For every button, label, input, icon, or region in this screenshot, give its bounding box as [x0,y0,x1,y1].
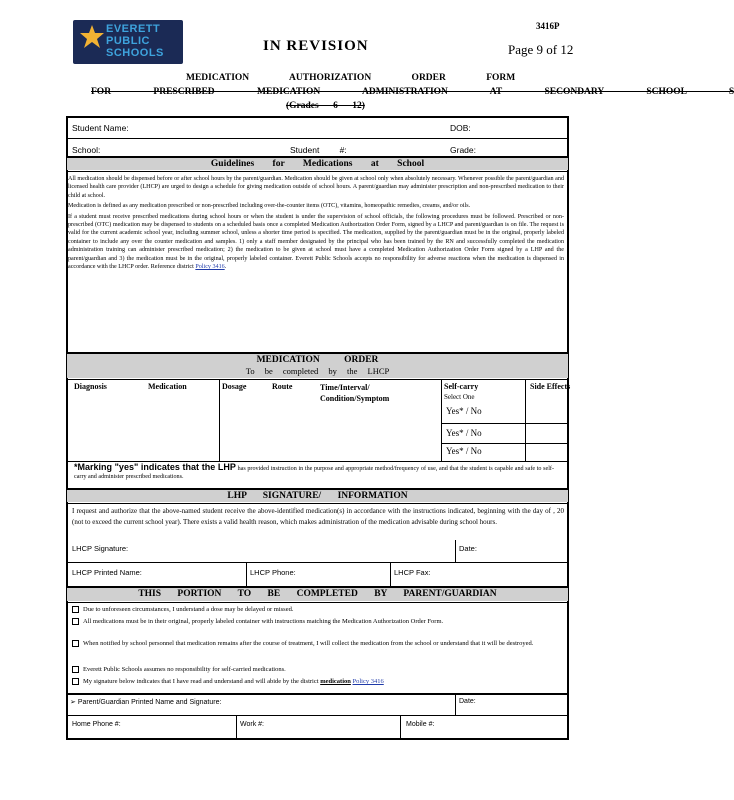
mobile-phone-label[interactable]: Mobile #: [406,721,435,728]
divider [66,379,569,380]
page-number: Page 9 of 12 [508,42,574,57]
time-header: Time/Interval/ Condition/Symptom [320,383,390,403]
column-divider [455,540,456,562]
dob-label: DOB: [450,123,471,133]
self-carry-header: Self-carry [444,382,479,391]
logo-line: PUBLIC [106,35,150,47]
parent-item [72,666,564,675]
select-one-label: Select One [444,393,475,401]
column-divider [219,379,220,461]
side-effects-header: Side Effects [530,382,571,391]
lhp-date-label[interactable]: Date: [459,544,477,553]
parent-signature-row [70,698,221,706]
parent-item-text: Due to unforeseen circumstances, I understand a dose may be delayed or missed. [83,606,294,613]
self-carry-note-bold: *Marking "yes" indicates that the LHP [74,462,236,472]
divider [66,503,569,504]
row-divider [441,423,569,424]
checkbox[interactable] [72,618,79,625]
parent-policy-link[interactable]: Policy 3416 [352,678,384,685]
medication-order-title: MEDICATION ORDER [256,355,379,365]
guidelines-p2: Medication is defined as any medication prescribed or non-prescribed including over-the-counter items (OTC), vitamins, homeopathic remedies, creams, and/or oils. [68,203,471,210]
star-icon [79,24,105,50]
logo-line: EVERETT [106,23,161,35]
parent-item-text: All medications must be in their original, properly labeled container with instructions matching the Medication Authorization Order Form. [83,618,444,625]
divider [66,602,569,603]
guidelines-header: Guidelines for Medications at School [67,158,568,170]
self-carry-note-text: has provided instruction in the purpose and appropriate method/frequency of use, and that the student is capable and safe to self-carry and administer prescribed medications. [74,466,554,481]
checkbox[interactable] [72,666,79,673]
arrow-right-icon: ➢ [70,699,76,706]
checkbox[interactable] [72,640,79,647]
parent-item [72,606,564,615]
column-divider [246,562,247,586]
medication-header: Medication [148,382,187,391]
everett-public-schools-logo [73,20,183,64]
route-header: Route [272,382,293,391]
column-divider [390,562,391,586]
column-divider [441,379,442,461]
student-number-label: Student #: [290,145,347,155]
student-name-label: Student Name: [72,123,129,133]
guidelines-text [68,175,564,271]
column-divider [400,715,401,740]
parent-header: THIS PORTION TO BE COMPLETED BY PARENT/GUARDIAN [67,588,568,601]
divider [66,138,569,139]
medication-order-subtitle: To be completed by the LHCP [245,366,390,376]
form-title-line1: MEDICATION AUTHORIZATION ORDER FORM [186,73,516,83]
guidelines-p3-text: If a student must receive prescribed medications during school hours or when the student is under the supervision of school officials, the following procedures must be followed. Prescribed or non-prescribed (OTC) medication may be dispensed to students on a scheduled basis once a completed Medication Authorization Order Form, signed by a LHCP and parent/guardian is on file. The request is valid for the current academic school year, including summer school, unless a shorter time period is specified. The medication, supplied by the parent/guardian must be in the original, properly labeled container to include any over the counter medication and samples. 1) only a staff member designated by the principal who has been trained by the RN and successfully completed the medication administration training can administer prescribed medication; 2) the medication to be given at school must have a completed Medication Authorization Order Form signed by a LHP and the parent/guardian and 3) the medication must be in the original, properly labeled container. Everett Public Schools accepts no responsibility for adverse reactions when the medication is dispensed in accordance with the LHCP order. Reference district [68,213,564,271]
form-title-line2: FOR PRESCRIBED MEDICATION ADMINISTRATION AT SECONDARY SCHOOL S [91,87,734,97]
lhcp-fax-label[interactable]: LHCP Fax: [394,568,431,577]
self-carry-note [74,463,554,482]
policy-link[interactable]: Policy 3416 [195,264,225,271]
self-carry-yes-no[interactable]: Yes* / No [446,428,482,438]
parent-item-text: When notified by school personnel that medication remains after the course of treatment, I will collect the medication from the school or understand that it will be destroyed. [83,640,534,647]
form-title-line3: (Grades 6 12) [286,101,365,111]
self-carry-yes-no[interactable]: Yes* / No [446,446,482,456]
parent-item [72,640,564,649]
divider [66,171,569,172]
grade-label: Grade: [450,145,476,155]
column-divider [455,693,456,715]
parent-item-text: My signature below indicates that I have read and understand and will abide by the district [83,678,319,685]
policy-code: 3416P [536,21,560,31]
row-divider [441,443,569,444]
revision-status: IN REVISION [263,38,369,54]
home-phone-label[interactable]: Home Phone #: [72,721,121,728]
lhp-header: LHP SIGNATURE/ INFORMATION [67,490,568,502]
work-phone-label[interactable]: Work #: [240,721,264,728]
parent-item [72,618,564,627]
diagnosis-header: Diagnosis [74,382,107,391]
checkbox[interactable] [72,678,79,685]
lhcp-printed-name-label[interactable]: LHCP Printed Name: [72,568,142,577]
logo-line: SCHOOLS [106,47,164,59]
parent-item-text: Everett Public Schools assumes no responsibility for self-carried medications. [83,666,286,673]
lhcp-phone-label[interactable]: LHCP Phone: [250,568,296,577]
lhcp-signature-label[interactable]: LHCP Signature: [72,544,129,553]
medication-word: medication [320,678,351,685]
divider [66,562,569,563]
parent-signature-label[interactable]: Parent/Guardian Printed Name and Signature: [77,699,222,706]
parent-date-label[interactable]: Date: [459,698,476,705]
divider [66,715,569,716]
parent-item [72,678,564,687]
column-divider [525,379,526,461]
checkbox[interactable] [72,606,79,613]
divider [66,693,569,695]
school-label: School: [72,145,101,155]
dosage-header: Dosage [222,382,247,391]
medication-order-header [67,354,568,378]
lhp-statement: I request and authorize that the above-named student receive the above-identified medication(s) in accordance with the instructions indicated, beginning with the day of , 20 (not to exceed the current school year). There exists a valid health reason, which makes administration of the medication advisable during school hours. [72,507,564,526]
guidelines-p1: All medication should be dispensed before or after school hours by the parent/guardian. Medication should be given at school only when absolutely necessary. Whenever possible the parent/guardian and licensed health care provider (LHCP) are urged to design a schedule for giving medication outside of school hours. A parent/guardian may administer prescription and non-prescribed medication to their child at school. [68,176,564,199]
guidelines-p3: If a student must receive prescribed medications during school hours or when the student is under the supervision of school officials, the following procedures must be followed. Prescribed or non-prescribed (OTC) medication may be dispensed to students on a scheduled basis once a completed Medication Authorization Order Form, signed by a LHCP and parent/guardian is on file. The request is valid for the current academic school year, including summer school, unless a shorter time period is specified. The medication, supplied by the parent/guardian must be in the original, properly labeled container to include any over the counter medication and samples. 1) only a staff member designated by the principal who has been trained by the RN and successfully completed the medication administration training can administer prescribed medication; 2) the medication to be given at school must have a completed Medication Authorization Order Form signed by a LHP and the parent/guardian and 3) the medication must be in the original, properly labeled container. Everett Public Schools accepts no responsibility for adverse reactions when the medication is dispensed in accordance with the LHCP order. Reference district Policy 3416. [68,213,564,271]
self-carry-yes-no[interactable]: Yes* / No [446,406,482,416]
column-divider [236,715,237,740]
